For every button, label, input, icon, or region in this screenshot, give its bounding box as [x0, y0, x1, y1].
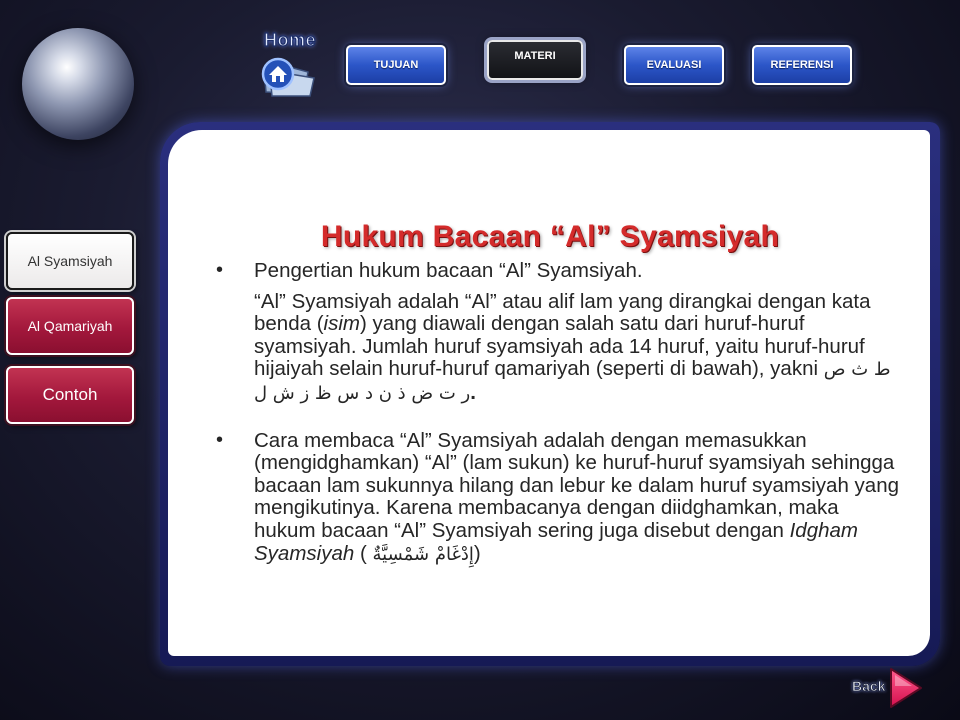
nav-referensi-button[interactable] — [752, 45, 852, 85]
bullet-definition-text: Pengertian hukum bacaan “Al” Syamsiyah. — [254, 259, 643, 282]
sidebar-item-label: Contoh — [42, 385, 98, 404]
home-button[interactable] — [254, 28, 328, 98]
reading-method-text: Cara membaca “Al” Syamsiyah adalah dengan memasukkan (mengidghamkan) “Al” (lam sukun) ke huruf-huruf syamsiyah sehingga bacaan lam sukunnya hilang dan lebur ke dalam huruf syamsiyah yang mengikutinya. Karena membacanya dengan diidghamkan, maka hukum bacaan “Al” Syamsiyah sering juga disebut dengan — [254, 428, 899, 542]
definition-text-mid: ) yang diawali dengan salah satu dari huruf-huruf syamsiyah. Jumlah huruf syamsiyah ada 14 huruf, yaitu huruf-huruf hijaiyah selain huruf-huruf qamariyah (seperti di bawah), yakni — [254, 312, 865, 381]
back-button[interactable] — [848, 664, 928, 714]
reading-method-paren-open: ( — [354, 541, 373, 565]
nav-referensi-label: REFERENSI — [770, 59, 834, 71]
nav-tujuan-label: TUJUAN — [373, 59, 419, 71]
definition-paragraph — [212, 291, 902, 406]
sidebar-item-label: Al Qamariyah — [27, 318, 113, 334]
sidebar-item-al-syamsiyah[interactable] — [6, 232, 134, 290]
reading-method-italic-term: Idgham Syamsiyah — [254, 518, 858, 565]
play-arrow-icon — [888, 666, 924, 710]
definition-italic-isim: isim — [323, 312, 360, 336]
decorative-sphere — [22, 28, 134, 140]
definition-text-end: . — [470, 380, 476, 404]
bullet-definition — [212, 260, 902, 283]
home-icon — [256, 48, 322, 98]
idgham-syamsiyah-arabic: إِدْغَامْ شَمْسِيَّةٌ — [372, 543, 474, 565]
page-title: Hukum Bacaan “Al” Syamsiyah — [320, 220, 780, 253]
bullet-dot: • — [216, 259, 224, 281]
sidebar-item-contoh[interactable] — [6, 366, 134, 424]
nav-evaluasi-button[interactable] — [624, 45, 724, 85]
content-body — [212, 260, 902, 566]
content-panel — [160, 122, 940, 666]
nav-materi-button[interactable] — [487, 40, 583, 80]
sidebar-item-label: Al Syamsiyah — [27, 253, 113, 269]
sidebar-item-al-qamariyah[interactable] — [6, 297, 134, 355]
back-label: Back — [852, 678, 886, 694]
nav-materi-label: MATERI — [514, 50, 556, 62]
nav-tujuan-button[interactable] — [346, 45, 446, 85]
bullet-dot: • — [216, 428, 224, 451]
reading-method-paren-close: ) — [473, 541, 481, 565]
home-label: Home — [264, 30, 317, 50]
bullet-reading-method — [212, 430, 902, 567]
nav-evaluasi-label: EVALUASI — [646, 59, 702, 71]
definition-text-start: “Al” Syamsiyah adalah “Al” atau alif lam yang dirangkai dengan kata benda ( — [254, 289, 871, 336]
syamsiyah-letters-arabic: ط ث ص ر ت ض ذ ن د س ظ ز ش ل — [254, 359, 891, 404]
